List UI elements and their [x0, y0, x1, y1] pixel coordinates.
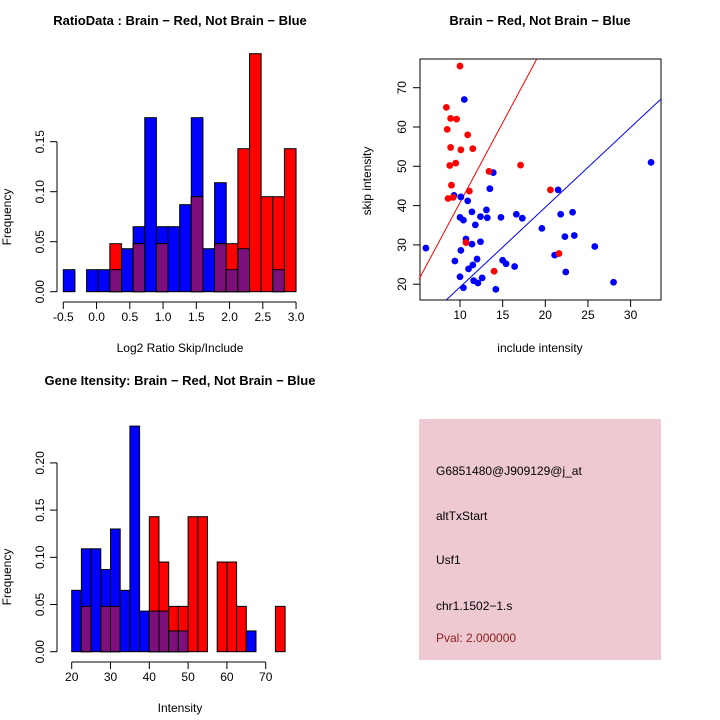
y-tick-label: 40	[395, 198, 409, 213]
red-point	[547, 186, 554, 193]
red-point	[447, 144, 454, 151]
gene-intensity-histogram-panel	[0, 360, 360, 720]
gene-info-panel	[360, 360, 720, 720]
x-tick-label: 3.0	[287, 310, 305, 324]
overlap-bar	[238, 249, 250, 292]
blue-point	[474, 256, 481, 263]
blue-point	[610, 279, 617, 286]
red-point	[464, 131, 471, 138]
blue-point	[486, 185, 493, 192]
blue-point	[557, 211, 564, 218]
blue-point	[513, 211, 520, 218]
y-tick-label: 0.00	[33, 640, 47, 664]
x-tick-label: 10	[453, 308, 467, 322]
pval-text: Pval: 2.000000	[436, 631, 517, 645]
red-point	[556, 250, 563, 257]
overlap-bar	[133, 244, 145, 292]
brain-points	[443, 63, 562, 275]
gene-histogram-title: Gene Itensity: Brain − Red, Not Brain − Blue	[44, 373, 316, 388]
x-tick-label: 0.0	[88, 310, 105, 324]
y-tick-label: 70	[395, 81, 409, 95]
y-tick-label: 30	[395, 238, 409, 252]
x-tick-label: 0.5	[121, 310, 139, 324]
blue-point	[492, 286, 499, 293]
blue-point	[503, 260, 510, 267]
blue-point	[457, 247, 464, 254]
not-brain-fit-line	[446, 99, 660, 299]
gene_hist-bars	[72, 426, 285, 652]
y-tick-label: 60	[395, 120, 409, 134]
x-tick-label: 25	[581, 308, 595, 322]
not-brain-points	[422, 96, 654, 293]
blue-point	[477, 238, 484, 245]
scatter-xlabel: include intensity	[497, 341, 583, 355]
event-type-text: altTxStart	[436, 509, 488, 523]
gene-histogram-plot	[0, 360, 360, 720]
overlap-bar	[169, 631, 179, 652]
brain-fit-line	[419, 59, 537, 279]
blue-bar	[121, 249, 133, 292]
blue-point	[469, 208, 476, 215]
overlap-bar	[156, 244, 168, 292]
blue-point	[562, 269, 569, 276]
ratio_hist-bars	[63, 54, 296, 292]
blue-point	[519, 215, 526, 222]
blue-point	[569, 209, 576, 216]
blue-bar	[63, 270, 75, 292]
y-tick-label: 0.10	[33, 180, 47, 204]
blue-bar	[203, 249, 215, 292]
y-tick-label: 0.15	[33, 498, 47, 522]
x-tick-label: 2.0	[221, 310, 238, 324]
y-tick-label: 0.15	[33, 130, 47, 154]
ratio-histogram-ylabel: Frequency	[0, 188, 14, 246]
blue-bar	[180, 205, 192, 292]
y-tick-label: 0.05	[33, 592, 47, 617]
blue-point	[498, 214, 505, 221]
ratio-histogram-plot	[0, 0, 360, 360]
x-tick-label: 20	[538, 308, 552, 322]
overlap-bar	[110, 270, 122, 292]
red-point	[453, 116, 460, 123]
x-tick-label: 2.5	[254, 310, 272, 324]
y-tick-label: 0.10	[33, 545, 47, 569]
x-tick-label: 50	[181, 670, 195, 684]
x-tick-label: 30	[623, 308, 638, 322]
chromosome-text: chr1.1502−1.s	[436, 599, 513, 613]
blue-bar	[145, 118, 157, 292]
x-tick-label: 70	[259, 670, 273, 684]
y-tick-label: 50	[395, 159, 409, 173]
red-bar	[198, 517, 208, 652]
blue-point	[591, 243, 598, 250]
x-tick-label: 30	[103, 670, 118, 684]
red-bar	[275, 606, 285, 651]
blue-point	[451, 258, 458, 265]
blue-point	[479, 275, 486, 282]
blue-bar	[140, 611, 150, 652]
red-point	[491, 268, 498, 275]
red-point	[452, 160, 459, 167]
blue-point	[483, 207, 490, 214]
red-point	[450, 194, 457, 201]
x-tick-label: 15	[495, 308, 510, 322]
scatter-plot	[360, 0, 720, 360]
red-point	[457, 146, 464, 153]
overlap-bar	[159, 611, 169, 652]
overlap-bar	[178, 631, 188, 652]
blue-point	[484, 214, 491, 221]
x-tick-label: 1.5	[187, 310, 205, 324]
gene-info-box	[419, 419, 661, 660]
red-point	[486, 168, 493, 175]
blue-bar	[168, 227, 180, 292]
red-bar	[284, 149, 296, 292]
x-tick-label: 20	[65, 670, 79, 684]
red-point	[457, 63, 464, 70]
red-point	[444, 126, 451, 133]
blue-point	[422, 245, 429, 252]
blue-point	[555, 186, 562, 193]
intensity-scatter-panel	[360, 0, 720, 360]
scatter-title: Brain − Red, Not Brain − Blue	[449, 13, 631, 28]
y-tick-label: 20	[395, 277, 409, 291]
blue-bar	[246, 631, 256, 652]
blue-point	[457, 273, 464, 280]
blue-bar	[130, 426, 140, 652]
blue-point	[571, 232, 578, 239]
y-tick-label: 0.05	[33, 230, 47, 254]
blue-point	[465, 265, 472, 272]
overlap-bar	[215, 244, 227, 292]
overlap-bar	[149, 611, 159, 652]
overlap-bar	[111, 606, 121, 651]
blue-point	[460, 217, 467, 224]
x-tick-label: 60	[220, 670, 234, 684]
blue-point	[461, 96, 468, 103]
red-bar	[237, 606, 247, 651]
red-bar	[261, 197, 273, 292]
blue-point	[562, 233, 569, 240]
blue-point	[464, 197, 471, 204]
overlap-bar	[191, 197, 203, 292]
blue-bar	[91, 549, 101, 652]
scatter-ylabel: skip intensity	[360, 146, 374, 216]
probe-id-text: G6851480@J909129@j_at	[436, 464, 582, 478]
gene-histogram-xlabel: Intensity	[157, 701, 203, 715]
blue-point	[460, 284, 467, 291]
x-tick-label: 40	[142, 670, 156, 684]
blue-point	[457, 194, 464, 201]
blue-bar	[87, 270, 99, 292]
ratio-histogram-panel	[0, 0, 360, 360]
red-point	[463, 239, 470, 246]
red-point	[517, 162, 524, 169]
red-point	[448, 182, 455, 189]
blue-point	[477, 213, 484, 220]
x-tick-label: 1.0	[154, 310, 172, 324]
red-bar	[227, 562, 237, 652]
blue-point	[469, 241, 476, 248]
overlap-bar	[101, 606, 111, 651]
blue-bar	[120, 590, 130, 651]
overlap-bar	[81, 606, 91, 651]
gene-name-text: Usf1	[436, 553, 461, 567]
blue-point	[511, 263, 518, 270]
overlap-bar	[226, 270, 238, 292]
blue-bar	[98, 270, 110, 292]
red-bar	[217, 562, 227, 652]
blue-point	[472, 221, 479, 228]
ratio-histogram-title: RatioData : Brain − Red, Not Brain − Blue	[53, 13, 307, 28]
red-point	[469, 145, 476, 152]
red-bar	[188, 517, 198, 652]
blue-bar	[72, 590, 82, 651]
y-tick-label: 0.00	[33, 280, 47, 304]
gene-histogram-ylabel: Frequency	[0, 548, 14, 606]
y-tick-label: 0.20	[33, 451, 47, 475]
red-point	[447, 115, 454, 122]
overlap-bar	[273, 270, 285, 292]
red-point	[443, 104, 450, 111]
red-bar	[250, 54, 262, 292]
blue-point	[648, 159, 655, 166]
blue-point	[538, 225, 545, 232]
ratio-histogram-xlabel: Log2 Ratio Skip/Include	[116, 341, 244, 355]
x-tick-label: -0.5	[52, 310, 74, 324]
red-point	[446, 162, 453, 169]
red-point	[466, 188, 473, 195]
